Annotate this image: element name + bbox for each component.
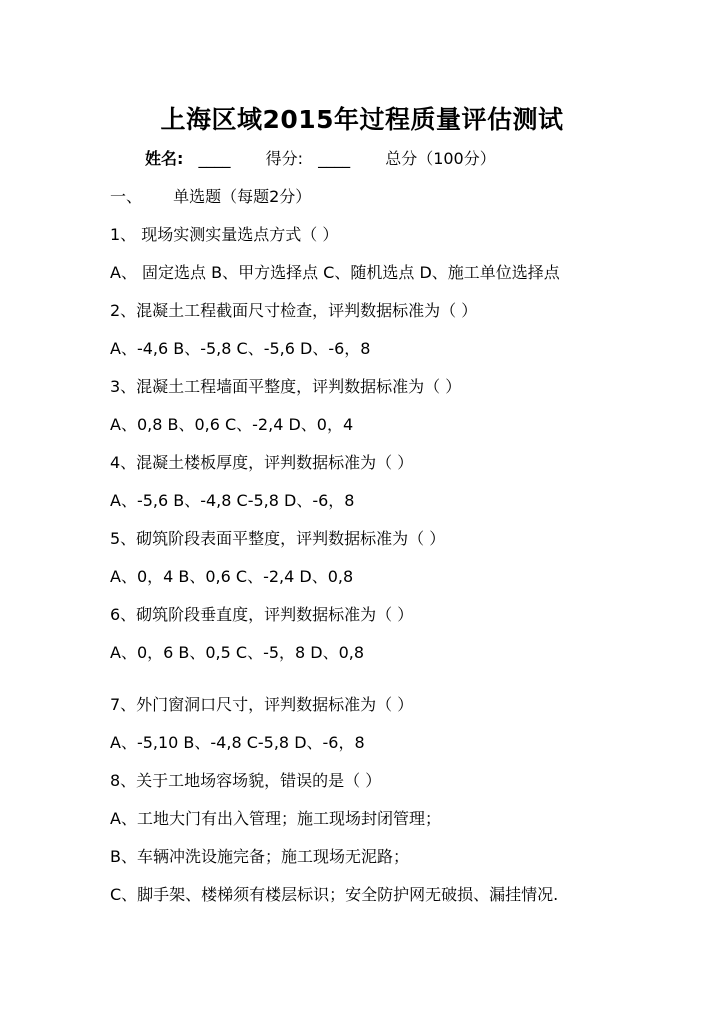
- option-line: A、0,8 B、0,6 C、-2,4 D、0，4: [110, 415, 354, 434]
- option-line: A、-4,6 B、-5,8 C、-5,6 D、-6，8: [110, 339, 371, 358]
- question-line: 5、砌筑阶段表面平整度，评判数据标准为（ ）: [110, 529, 446, 548]
- option-line: A、 固定选点 B、甲方选择点 C、随机选点 D、施工单位选择点: [110, 263, 560, 282]
- document-title: 上海区域2015年过程质量评估测试: [160, 105, 564, 134]
- question-line: 8、关于工地场容场貌，错误的是（ ）: [110, 771, 382, 790]
- question-line: 6、砌筑阶段垂直度，评判数据标准为（ ）: [110, 605, 414, 624]
- option-line: A、-5,6 B、-4,8 C-5,8 D、-6，8: [110, 491, 355, 510]
- score-blank: ____: [318, 149, 351, 168]
- question-line: 3、混凝土工程墙面平整度，评判数据标准为（ ）: [110, 377, 462, 396]
- exam-meta: [145, 146, 496, 169]
- question-line: 4、混凝土楼板厚度，评判数据标准为（ ）: [110, 453, 414, 472]
- option-line: A、-5,10 B、-4,8 C-5,8 D、-6，8: [110, 733, 365, 752]
- option-line: A、0，6 B、0,5 C、-5，8 D、0,8: [110, 643, 365, 662]
- score-label: 得分:: [265, 149, 303, 168]
- option-line: A、0，4 B、0,6 C、-2,4 D、0,8: [110, 567, 354, 586]
- section-label: 单选题（每题2分）: [173, 187, 312, 206]
- total-score: 总分（100分）: [385, 149, 496, 168]
- name-label: 姓名:: [145, 149, 184, 168]
- question-line: 1、 现场实测实量选点方式（ ）: [110, 225, 339, 244]
- question-line: 2、混凝土工程截面尺寸检查，评判数据标准为（ ）: [110, 301, 478, 320]
- option-line: A、工地大门有出入管理；施工现场封闭管理；: [110, 809, 441, 828]
- option-line: C、脚手架、楼梯须有楼层标识；安全防护网无破损、漏挂情况.: [110, 885, 559, 904]
- section-number: 一、: [110, 187, 143, 206]
- section-heading: [110, 184, 311, 207]
- option-line: B、车辆冲洗设施完备；施工现场无泥路；: [110, 847, 409, 866]
- name-blank: ____: [198, 149, 231, 168]
- question-line: 7、外门窗洞口尺寸，评判数据标准为（ ）: [110, 695, 414, 714]
